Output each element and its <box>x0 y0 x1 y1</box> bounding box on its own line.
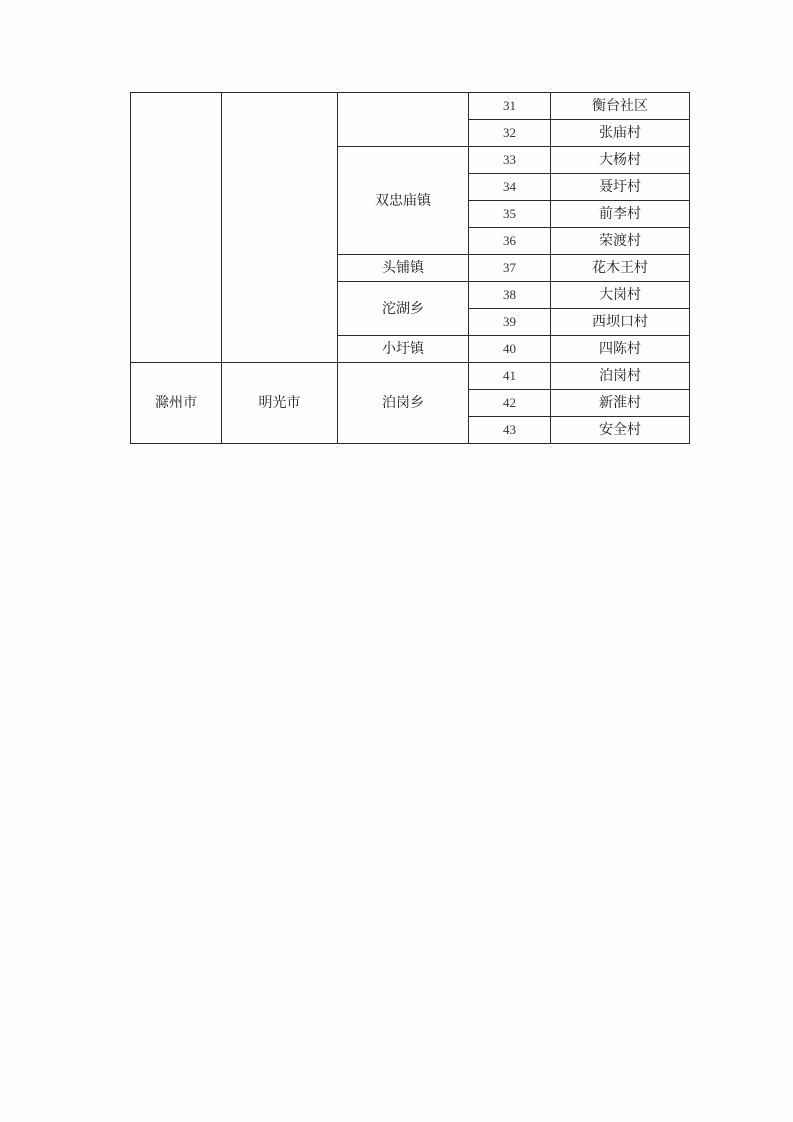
row-number: 40 <box>469 336 551 363</box>
row-number: 32 <box>469 120 551 147</box>
village-name: 安全村 <box>551 417 690 444</box>
village-name: 大杨村 <box>551 147 690 174</box>
village-name: 前李村 <box>551 201 690 228</box>
town-name: 小圩镇 <box>338 336 469 363</box>
row-number: 42 <box>469 390 551 417</box>
row-number: 35 <box>469 201 551 228</box>
town-name: 泊岗乡 <box>338 363 469 444</box>
county-cell-empty <box>222 93 338 363</box>
village-name: 新淮村 <box>551 390 690 417</box>
town-cell-empty <box>338 93 469 147</box>
county-name: 明光市 <box>222 363 338 444</box>
village-name: 西坝口村 <box>551 309 690 336</box>
city-cell-empty <box>131 93 222 363</box>
table-row <box>131 93 690 120</box>
village-name: 四陈村 <box>551 336 690 363</box>
row-number: 41 <box>469 363 551 390</box>
village-name: 花木王村 <box>551 255 690 282</box>
row-number: 37 <box>469 255 551 282</box>
table-row <box>131 363 690 390</box>
village-name: 荣渡村 <box>551 228 690 255</box>
row-number: 31 <box>469 93 551 120</box>
row-number: 43 <box>469 417 551 444</box>
row-number: 36 <box>469 228 551 255</box>
row-number: 39 <box>469 309 551 336</box>
village-name: 衡台社区 <box>551 93 690 120</box>
row-number: 33 <box>469 147 551 174</box>
town-name: 沱湖乡 <box>338 282 469 336</box>
village-name: 聂圩村 <box>551 174 690 201</box>
village-name: 张庙村 <box>551 120 690 147</box>
village-table <box>130 92 690 444</box>
row-number: 34 <box>469 174 551 201</box>
village-name: 泊岗村 <box>551 363 690 390</box>
town-name: 头铺镇 <box>338 255 469 282</box>
town-name: 双忠庙镇 <box>338 147 469 255</box>
city-name: 滁州市 <box>131 363 222 444</box>
village-name: 大岗村 <box>551 282 690 309</box>
row-number: 38 <box>469 282 551 309</box>
